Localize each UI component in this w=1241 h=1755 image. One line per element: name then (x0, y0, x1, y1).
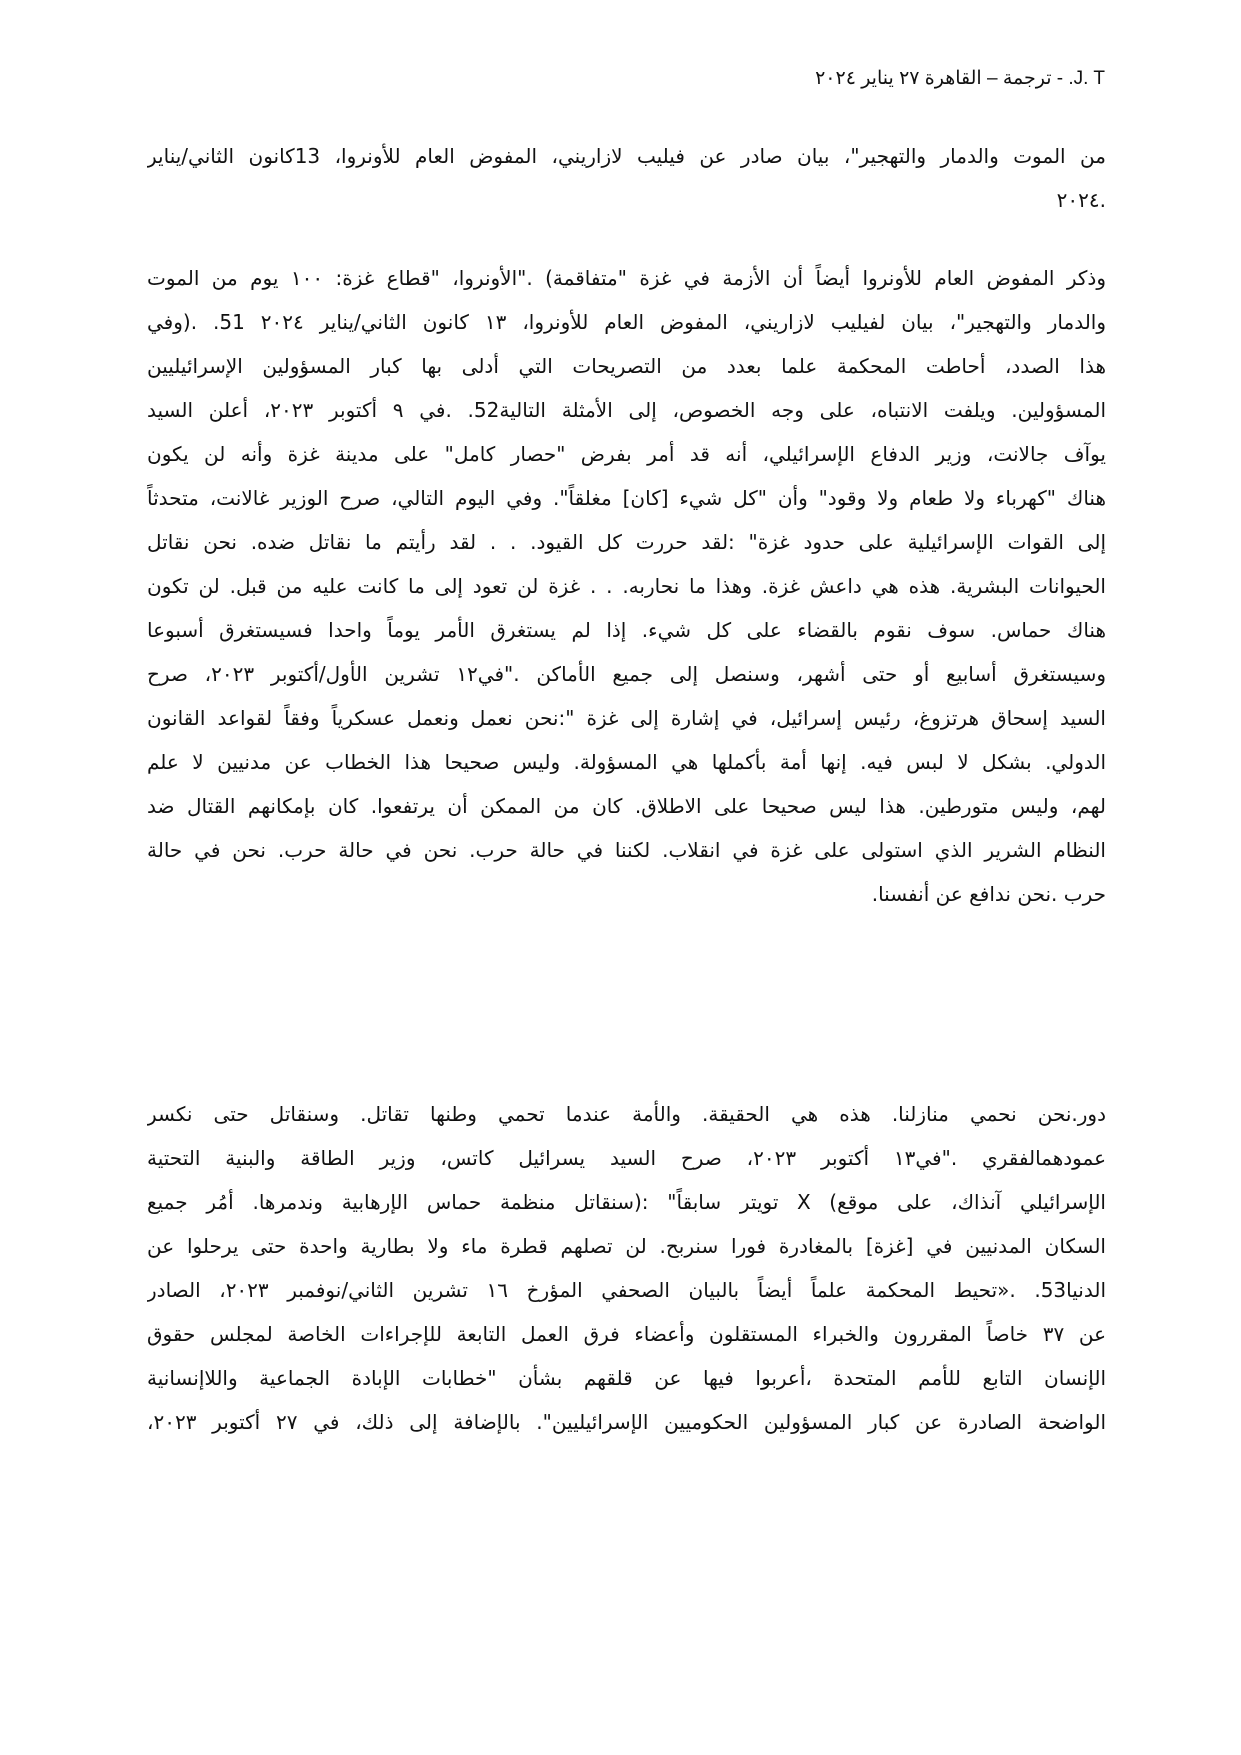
text-line: المسؤولين. ويلفت الانتباه، على وجه الخصوص، إلى الأمثلة التالية52. .في ٩ أكتوبر ٢٠٢٣، أعلن السيد (147, 398, 1106, 422)
text-line: الإسرائيلي آنذاك، على موقع) X تويتر سابقاً" :(سنقاتل منظمة حماس الإرهابية وندمرها. أمُر جميع (147, 1190, 1106, 1214)
text-line: الدولي. بشكل لا لبس فيه. إنها أمة بأكملها هي المسؤولة. وليس صحيحا هذا الخطاب عن مدنيين لا علم (147, 750, 1106, 774)
text-line: السيد إسحاق هرتزوغ، رئيس إسرائيل، في إشارة إلى غزة ":نحن نعمل ونعمل عسكرياً وفقاً لقواعد القانون (147, 706, 1106, 730)
text-line: من الموت والدمار والتهجير"، بيان صادر عن فيليب لازاريني، المفوض العام للأونروا، 13كانون الثاني/يناير (147, 144, 1106, 168)
text-line: النظام الشرير الذي استولى على غزة في انقلاب. لكننا في حالة حرب. نحن في حالة حرب. نحن في حالة (147, 838, 1106, 862)
text-line: الدنيا53. .«تحيط المحكمة علماً أيضاً بالبيان الصحفي المؤرخ ١٦ تشرين الثاني/نوفمبر ٢٠٢٣، الصادر (147, 1278, 1106, 1302)
text-line: .٢٠٢٤ (1056, 188, 1106, 212)
text-line: الحيوانات البشرية. هذه هي داعش غزة. وهذا ما نحاربه. . . غزة لن تعود إلى ما كانت عليه من قبل. لن تكون (147, 574, 1106, 598)
text-line: الواضحة الصادرة عن كبار المسؤولين الحكوميين الإسرائيليين". بالإضافة إلى ذلك، في ٢٧ أكتوبر ٢٠٢٣، (147, 1410, 1106, 1434)
paragraph-2 (147, 256, 1106, 916)
text-line: حرب .نحن ندافع عن أنفسنا. (871, 882, 1106, 906)
text-line: الإنسان التابع للأمم المتحدة ،أعربوا فيها عن قلقهم بشأن "خطابات الإبادة الجماعية واللاإنسانية (147, 1366, 1106, 1390)
paragraph-3 (147, 1092, 1106, 1444)
text-line: يوآف جالانت، وزير الدفاع الإسرائيلي، أنه قد أمر بفرض "حصار كامل" على مدينة غزة وأنه لن يكون (147, 442, 1106, 466)
text-line: وذكر المفوض العام للأونروا أيضاً أن الأزمة في غزة "متفاقمة) ."الأونروا، "قطاع غزة: ١٠٠ يوم من الموت (147, 266, 1106, 290)
text-line: إلى القوات الإسرائيلية على حدود غزة" :لقد حررت كل القيود. . . لقد رأيتم ما نقاتل ضده. نحن نقاتل (147, 530, 1106, 554)
text-line: وسيستغرق أسابيع أو حتى أشهر، وسنصل إلى جميع الأماكن ."في١٢ تشرين الأول/أكتوبر ٢٠٢٣، صرح (147, 662, 1106, 686)
page-header: J. T. - ترجمة – القاهرة ٢٧ يناير ٢٠٢٤ (815, 68, 1105, 89)
text-line: هذا الصدد، أحاطت المحكمة علما بعدد من التصريحات التي أدلى بها كبار المسؤولين الإسرائيليين (147, 354, 1106, 378)
text-line: السكان المدنيين في [غزة] بالمغادرة فورا سنربح. لن تصلهم قطرة ماء ولا بطارية واحدة حتى يرحلوا عن (147, 1234, 1106, 1258)
text-line: عمودهمالفقري ."في١٣ أكتوبر ٢٠٢٣، صرح السيد يسرائيل كاتس، وزير الطاقة والبنية التحتية (147, 1146, 1106, 1170)
text-line: والدمار والتهجير"، بيان لفيليب لازاريني، المفوض العام للأونروا، ١٣ كانون الثاني/يناير ٢٠٢٤ 51. .(وفي (147, 310, 1106, 334)
text-line: هناك حماس. سوف نقوم بالقضاء على كل شيء. إذا لم يستغرق الأمر يوماً واحدا فسيستغرق أسبوعا (147, 618, 1106, 642)
text-line: هناك "كهرباء ولا طعام ولا وقود" وأن "كل شيء [كان] مغلقاً". وفي اليوم التالي، صرح الوزير غالانت، متحدثاً (147, 486, 1106, 510)
text-line: عن ٣٧ خاصاً المقررون والخبراء المستقلون وأعضاء فرق العمل التابعة للإجراءات الخاصة لمجلس حقوق (147, 1322, 1106, 1346)
paragraph-1 (147, 134, 1106, 222)
text-line: لهم، وليس متورطين. هذا ليس صحيحا على الاطلاق. كان من الممكن أن يرتفعوا. كان بإمكانهم القتال ضد (147, 794, 1106, 818)
text-line: دور.نحن نحمي منازلنا. هذه هي الحقيقة. والأمة عندما تحمي وطنها تقاتل. وسنقاتل حتى نكسر (147, 1102, 1106, 1126)
